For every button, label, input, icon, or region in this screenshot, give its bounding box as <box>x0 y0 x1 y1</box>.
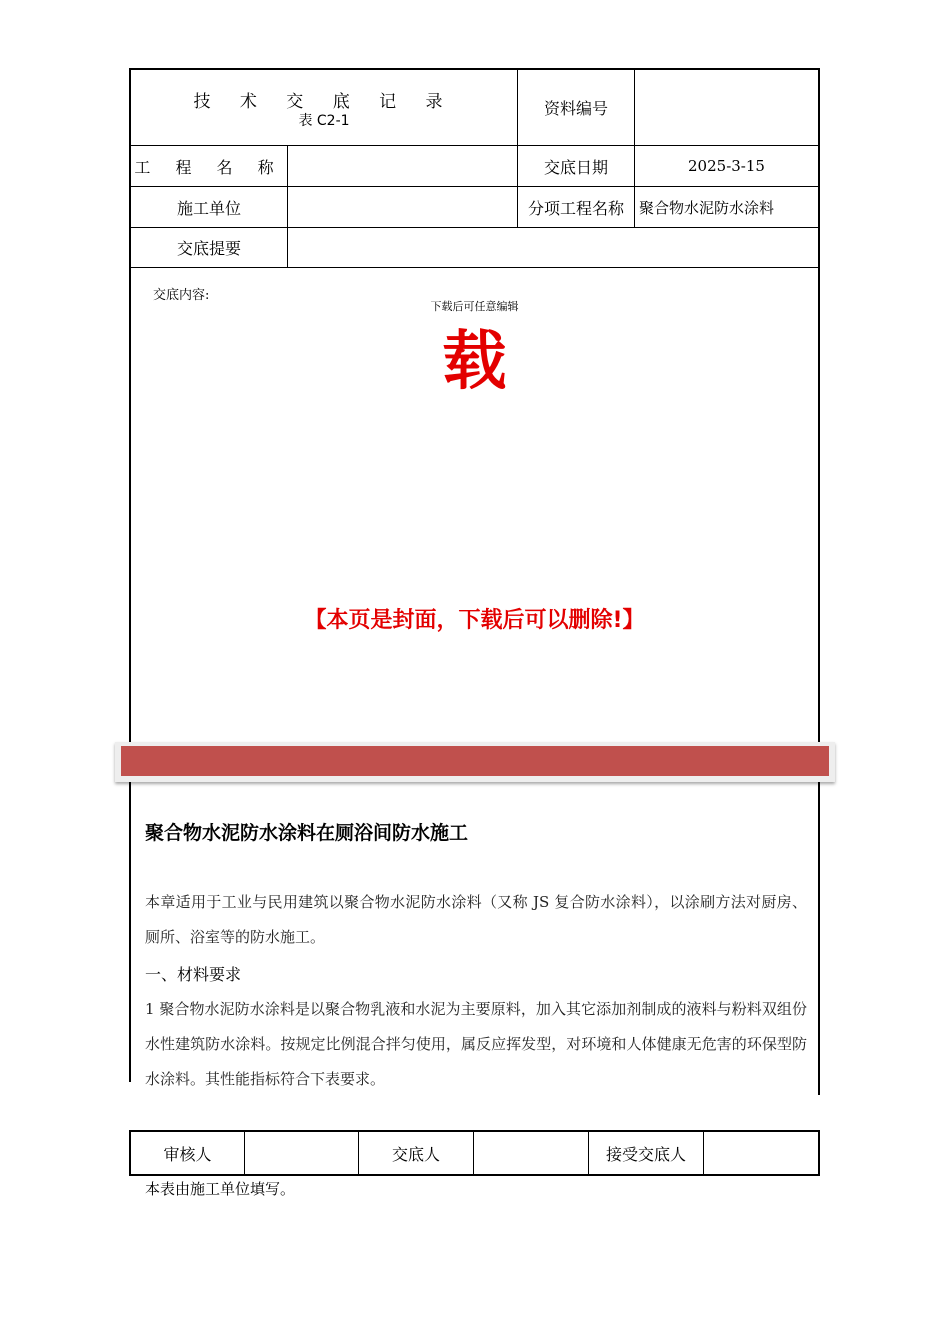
section-banner <box>115 742 835 782</box>
receiver-value[interactable] <box>704 1132 818 1174</box>
summary-label: 交底提要 <box>176 239 241 258</box>
footer-note: 本表由施工单位填写。 <box>145 1180 296 1198</box>
project-name-value[interactable] <box>288 146 517 186</box>
footer-border-right <box>818 1130 820 1176</box>
record-title: 技 术 交 底 记 录 <box>193 91 455 112</box>
banner-fill <box>121 746 829 776</box>
edit-note: 下载后可任意编辑 <box>430 300 519 313</box>
article-title: 聚合物水泥防水涂料在厕浴间防水施工 <box>145 822 469 844</box>
subproject-label: 分项工程名称 <box>527 198 624 218</box>
summary-value[interactable] <box>288 228 818 267</box>
unit-value[interactable] <box>288 187 517 227</box>
footer-border-bottom <box>129 1174 820 1176</box>
date-label: 交底日期 <box>543 157 608 177</box>
section-heading: 一、材料要求 <box>145 965 242 984</box>
form-code: 表 C2-1 <box>298 113 350 129</box>
watermark-char: 载 <box>442 325 507 399</box>
doc-no-label: 资料编号 <box>543 99 608 118</box>
doc-no-value[interactable] <box>635 70 818 145</box>
presenter-value[interactable] <box>474 1132 588 1174</box>
reviewer-value[interactable] <box>245 1132 358 1174</box>
article-border-right <box>818 782 820 1095</box>
unit-label: 施工单位 <box>176 198 241 218</box>
article-intro: 本章适用于工业与民用建筑以聚合物水泥防水涂料（又称 JS 复合防水涂料），以涂刷方法对厨房、厕所、浴室等的防水施工。 <box>145 893 807 946</box>
row-divider <box>129 267 820 268</box>
presenter-label: 交底人 <box>391 1144 440 1164</box>
project-name-label: 工 程 名 称 <box>134 157 284 177</box>
table-border-right <box>818 68 820 743</box>
reviewer-label: 审核人 <box>163 1144 212 1164</box>
section-paragraph: 1 聚合物水泥防水涂料是以聚合物乳液和水泥为主要原料，加入其它添加剂制成的液料与粉料双组份水性建筑防水涂料。按规定比例混合拌匀使用，属反应挥发型，对环境和人体健康无危害的环保型防水涂料。其性能指标符合下表要求。 <box>145 1000 807 1088</box>
cover-notice: 【本页是封面，下载后可以删除!】 <box>304 608 645 633</box>
content-label: 交底内容: <box>153 288 210 303</box>
subproject-value[interactable]: 聚合物水泥防水涂料 <box>639 198 775 217</box>
date-value[interactable]: 2025-3-15 <box>688 157 765 175</box>
receiver-label: 接受交底人 <box>605 1144 686 1164</box>
article-border-left <box>129 782 131 1082</box>
